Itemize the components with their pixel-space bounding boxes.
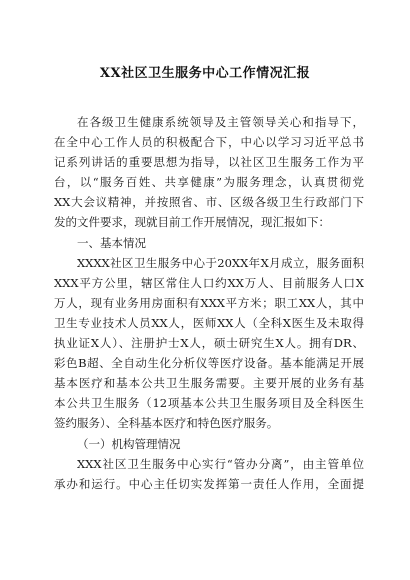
body-line: 签约服务）、全科基本医疗和特色医疗服务。 xyxy=(54,416,279,431)
body-line: 发的文件要求，现就目前工作开展情况，现汇报如下： xyxy=(54,215,330,230)
body-line: 本公共卫生服务（12项基本公共卫生服务项目及全科医生 xyxy=(54,396,364,411)
body-line: 在各级卫生健康系统领导及主管领导关心和指导下， xyxy=(77,115,364,129)
body-line: 记系列讲话的重要思想为指导，以社区卫生服务工作为平 xyxy=(54,155,364,170)
body-line: 万人，现有业务用房面积有XXX平方米；职工XX人，其中 xyxy=(54,295,364,310)
body-line: 承办和运行。中心主任切实发挥第一责任人作用，全面提 xyxy=(54,476,364,491)
body-line: XXX社区卫生服务中心实行“管办分离”，由主管单位 xyxy=(77,456,364,471)
section-heading: 一、基本情况 xyxy=(77,235,146,250)
document-title: XX社区卫生服务中心工作情况汇报 xyxy=(99,66,311,81)
body-line: 彩色B超、全自动生化分析仪等医疗设备。基本能满足开展 xyxy=(54,356,364,371)
body-line: XXXX社区卫生服务中心于20XX年X月成立，服务面积 xyxy=(77,255,364,270)
section-heading: （一）机构管理情况 xyxy=(77,436,181,451)
body-line: 在全中心工作人员的积极配合下，中心以学习习近平总书 xyxy=(54,135,364,150)
body-line: 台，以“服务百姓、共享健康”为服务理念，认真贯彻党 xyxy=(54,175,364,190)
body-line: 基本医疗和基本公共卫生服务需要。主要开展的业务有基 xyxy=(54,376,364,391)
document-body xyxy=(54,112,364,494)
body-line: XXX平方公里，辖区常住人口约XX万人、目前服务人口X xyxy=(54,275,364,290)
body-line: 卫生专业技术人员XX人，医师XX人（全科X医生及未取得 xyxy=(54,315,364,330)
body-line: XX大会议精神，并按照省、市、区级各级卫生行政部门下 xyxy=(54,195,364,210)
body-line: 执业证X人）、注册护士X人，硕士研究生X人。拥有DR、 xyxy=(54,336,364,351)
